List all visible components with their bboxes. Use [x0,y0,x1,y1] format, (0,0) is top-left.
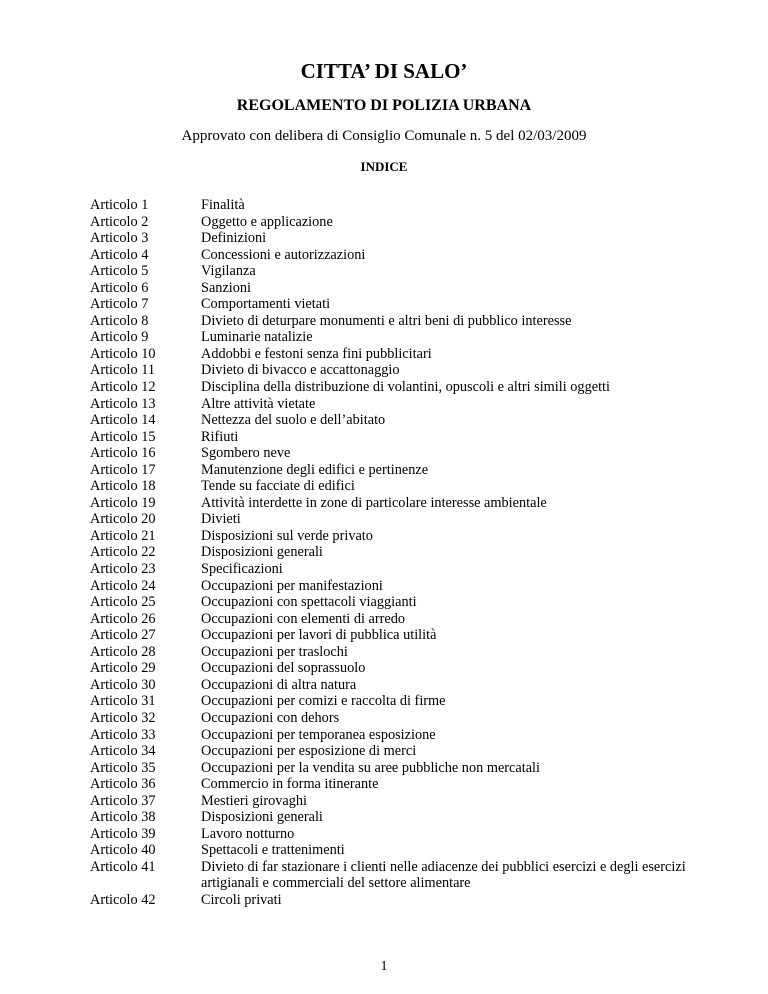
toc-article-number: Articolo 24 [90,577,156,594]
toc-article-title: Occupazioni del soprassuolo [201,660,366,677]
toc-article-number: Articolo 26 [90,610,156,627]
toc-article-number: Articolo 6 [90,279,149,296]
toc-article-number: Articolo 3 [90,230,149,247]
toc-article-title: Disposizioni sul verde privato [201,527,373,544]
toc-entry [90,842,710,859]
toc-entry [90,776,710,793]
toc-entry [90,710,710,727]
toc-article-title: Occupazioni di altra natura [201,676,357,693]
toc-article-title: Nettezza del suolo e dell’abitato [201,412,386,429]
toc-entry [90,329,710,346]
toc-article-title: Definizioni [201,230,267,247]
toc-article-number: Articolo 1 [90,197,149,213]
toc-article-number: Articolo 13 [90,395,156,412]
toc-article-number: Articolo 28 [90,643,156,660]
document-subtitle: REGOLAMENTO DI POLIZIA URBANA [236,97,532,114]
toc-entry [90,578,710,595]
toc-article-number: Articolo 18 [90,478,156,495]
toc-article-number: Articolo 39 [90,825,156,842]
toc-article-title: Luminarie natalizie [201,329,313,346]
toc-article-title: Divieto di far stazionare i clienti nelle adiacenze dei pubblici esercizi e degli esercizi artigianali e commerciali del settore alimentare [201,858,686,892]
toc-article-number: Articolo 35 [90,759,156,776]
toc-entry [90,478,710,495]
toc-entry [90,561,710,578]
toc-article-number: Articolo 16 [90,445,156,462]
toc-article-title: Spettacoli e trattenimenti [201,842,345,859]
toc-article-title: Attività interdette in zone di particolare interesse ambientale [201,494,547,511]
toc-article-number: Articolo 41 [90,858,156,875]
toc-article-title: Disciplina della distribuzione di volantini, opuscoli e altri simili oggetti [201,379,610,396]
toc-entry [90,362,710,379]
toc-article-number: Articolo 10 [90,345,156,362]
toc-article-number: Articolo 37 [90,792,156,809]
toc-article-number: Articolo 4 [90,246,149,263]
toc-article-title: Occupazioni con dehors [201,709,340,726]
toc-article-number: Articolo 7 [90,296,149,313]
toc-article-number: Articolo 11 [90,362,155,379]
toc-entry [90,892,710,909]
toc-article-number: Articolo 22 [90,544,156,561]
toc-entry [90,263,710,280]
toc-article-number: Articolo 38 [90,809,156,826]
toc-article-title: Circoli privati [201,891,282,908]
toc-article-title: Occupazioni per comizi e raccolta di firme [201,693,446,710]
toc-article-title: Finalità [201,197,245,213]
toc-entry [90,693,710,710]
toc-entry [90,429,710,446]
toc-entry [90,396,710,413]
toc-entry [90,793,710,810]
toc-article-number: Articolo 25 [90,594,156,611]
toc-article-number: Articolo 33 [90,726,156,743]
toc-article-number: Articolo 34 [90,743,156,760]
toc-article-title: Occupazioni per la vendita su aree pubbliche non mercatali [201,759,541,776]
toc-article-title: Occupazioni con elementi di arredo [201,610,406,627]
toc-entry [90,197,710,214]
toc-entry [90,809,710,826]
toc-article-number: Articolo 19 [90,494,156,511]
toc-entry [90,495,710,512]
toc-entry [90,644,710,661]
toc-article-number: Articolo 12 [90,379,156,396]
toc-article-number: Articolo 8 [90,312,149,329]
toc-article-title: Occupazioni per esposizione di merci [201,743,417,760]
toc-entry [90,594,710,611]
toc-entry [90,214,710,231]
toc-entry [90,247,710,264]
toc-article-number: Articolo 23 [90,561,156,578]
toc-article-number: Articolo 36 [90,776,156,793]
toc-article-title: Occupazioni per lavori di pubblica utilità [201,627,437,644]
toc-article-number: Articolo 14 [90,412,156,429]
toc-entry [90,727,710,744]
toc-article-number: Articolo 17 [90,461,156,478]
toc-entry [90,230,710,247]
page-number: 1 [380,959,388,974]
toc-entry [90,544,710,561]
toc-entry [90,859,710,892]
toc-entry [90,760,710,777]
toc-entry [90,379,710,396]
toc-entry [90,826,710,843]
index-heading: INDICE [360,159,408,174]
toc-article-title: Lavoro notturno [201,825,295,842]
toc-entry [90,528,710,545]
toc-article-title: Divieti [201,511,241,528]
toc-article-title: Comportamenti vietati [201,296,331,313]
toc-entry [90,280,710,297]
toc-article-title: Addobbi e festoni senza fini pubblicitari [201,345,432,362]
toc-article-title: Concessioni e autorizzazioni [201,246,366,263]
toc-article-title: Occupazioni per traslochi [201,643,348,660]
toc-article-number: Articolo 31 [90,693,156,710]
toc-article-number: Articolo 9 [90,329,149,346]
toc-entry [90,611,710,628]
toc-article-number: Articolo 15 [90,428,156,445]
toc-entry [90,743,710,760]
toc-entry [90,660,710,677]
toc-article-number: Articolo 40 [90,842,156,859]
toc-entry [90,511,710,528]
toc-article-title: Disposizioni generali [201,544,323,561]
toc-article-title: Altre attività vietate [201,395,316,412]
toc-entry [90,627,710,644]
toc-article-title: Rifiuti [201,428,239,445]
toc-entry [90,296,710,313]
toc-article-number: Articolo 20 [90,511,156,528]
toc-article-title: Oggetto e applicazione [201,213,333,230]
toc-article-title: Sgombero neve [201,445,291,462]
document-title: CITTA’ DI SALO’ [300,59,468,83]
approval-note: Approvato con delibera di Consiglio Comunale n. 5 del 02/03/2009 [181,128,587,144]
toc-article-title: Occupazioni per temporanea esposizione [201,726,436,743]
toc-entry [90,462,710,479]
toc-entry [90,677,710,694]
toc-article-number: Articolo 21 [90,527,156,544]
toc-article-number: Articolo 42 [90,891,156,908]
toc-article-number: Articolo 27 [90,627,156,644]
toc-article-title: Disposizioni generali [201,809,323,826]
toc-article-title: Tende su facciate di edifici [201,478,355,495]
toc-article-title: Mestieri girovaghi [201,792,308,809]
toc-entry [90,313,710,330]
toc-article-title: Sanzioni [201,279,252,296]
toc-article-number: Articolo 5 [90,263,149,280]
toc-article-title: Vigilanza [201,263,256,280]
toc-article-title: Commercio in forma itinerante [201,776,379,793]
toc-article-title: Manutenzione degli edifici e pertinenze [201,461,429,478]
toc-article-number: Articolo 2 [90,213,149,230]
toc-entry [90,445,710,462]
toc-article-title: Specificazioni [201,561,283,578]
toc-article-title: Occupazioni con spettacoli viaggianti [201,594,417,611]
table-of-contents [90,197,710,909]
toc-article-title: Occupazioni per manifestazioni [201,577,383,594]
toc-article-number: Articolo 30 [90,676,156,693]
toc-article-number: Articolo 29 [90,660,156,677]
toc-entry [90,346,710,363]
toc-article-title: Divieto di bivacco e accattonaggio [201,362,400,379]
toc-entry [90,412,710,429]
toc-article-number: Articolo 32 [90,709,156,726]
toc-article-title: Divieto di deturpare monumenti e altri beni di pubblico interesse [201,312,572,329]
